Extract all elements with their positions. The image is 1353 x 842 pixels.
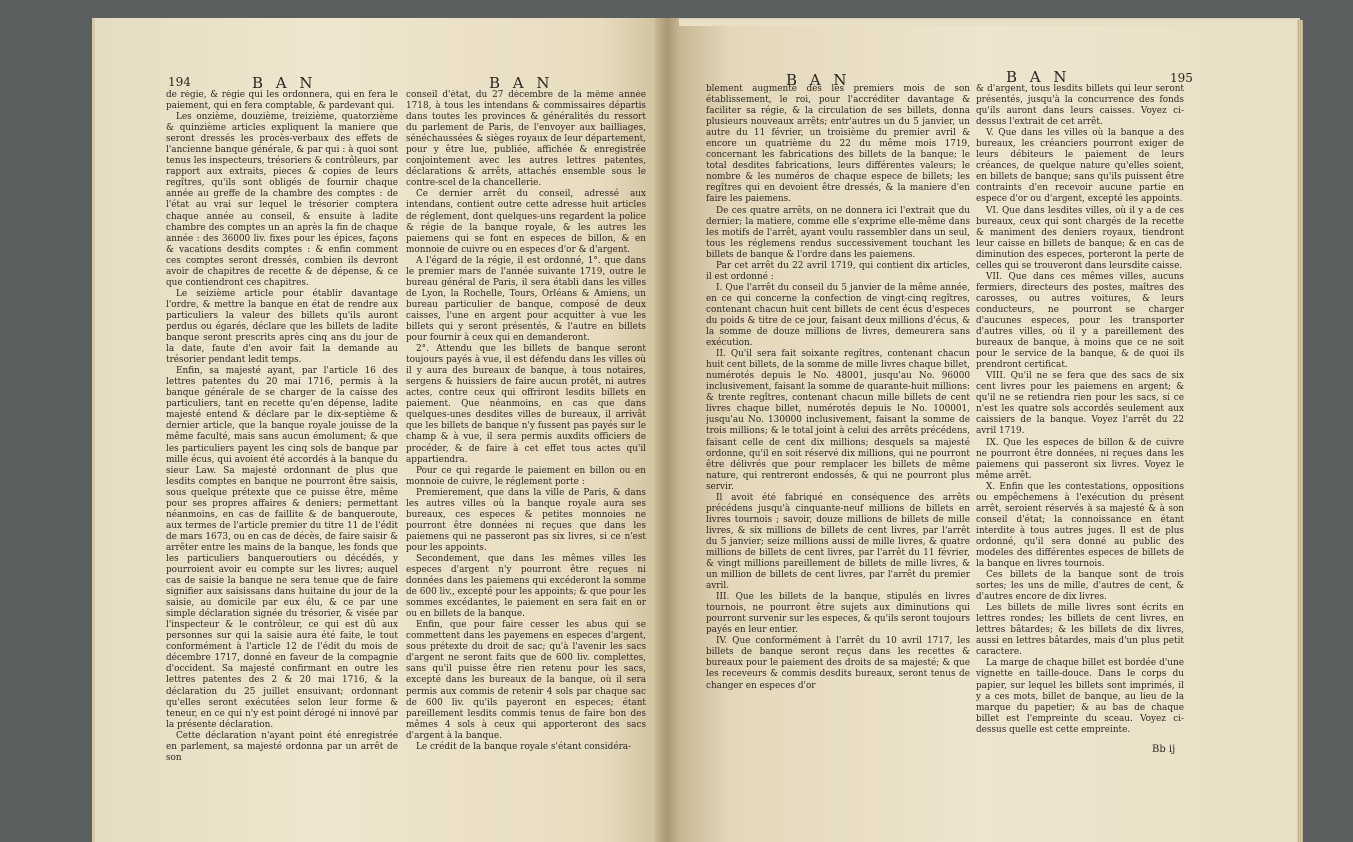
paragraph: Les billets de mille livres sont écrits en lettres rondes; les billets de cent livres, en lettres bâtardes; & les billets de dix livres, aussi en lettres bâtardes, mais d'un plus petit caractere.	[976, 603, 1184, 658]
page-edges	[1297, 20, 1303, 842]
paragraph: Premierement, que dans la ville de Paris, & dans les autres villes où la banque royale aura ses bureaux, ces especes & petites monnoies ne pourront être données ni reçues que dans les paiemens qui ne passeront pas six livres, si ce n'est pour les appoints.	[406, 487, 646, 553]
paragraph: VIII. Qu'il ne se fera que des sacs de six cent livres pour les paiemens en argent; & qu'il ne se retiendra rien pour les sacs, si ce n'est les quatre sols accordés seulement aux caissiers de la banque. Voyez l'arrêt du 22 avril 1719.	[976, 371, 1184, 437]
paragraph: Secondement, que dans les mêmes villes les especes d'argent n'y pourront être reçues ni données dans les paiemens qui excéderont la somme de 600 liv., excepté pour les appoints; & que pour les sommes excédantes, le paiement en sera fait en or ou en billets de la banque.	[406, 553, 646, 620]
page-number-right: 195	[1170, 71, 1193, 85]
paragraph: Enfin, sa majesté ayant, par l'article 16 des lettres patentes du 20 mai 1716, permis à la banque générale de se charger de la caisse des particuliers, tant en recette qu'en dépense, ladite majesté entend & déclare par le dix-septième & dernier article, que la banque royale jouisse de la même faculté, mais sans aucun émolument; & que les particuliers payent les cinq sols de banque par mille écus, qui avoient été accordés à la banque du sieur Law. Sa majesté ordonnant de plus que lesdits comptes en banque ne pourront être saisis, sous quelque prétexte que ce puisse être, même pour ses propres affaires & deniers; permettant néanmoins, en cas de faillite & de banqueroute, aux termes de l'article premier du titre 11 de l'édit de mars 1673, ou en cas de décès, de faire saisir & arrêter entre les mains de la banque, les fonds que les particuliers banqueroutiers ou décédés, y pourroient avoir eu compte sur les livres; auquel cas de saisie la banque ne sera tenue que de faire signifier aux saisissans dans huitaine du jour de la saisie, au domicile par eux élu, & ce par une simple déclaration signée du trésorier, & visée par l'inspecteur & le contrôleur, ce qui est dû aux personnes sur qui la saisie aura été faite, le tout conformément à l'article 12 de l'édit du mois de décembre 1717, donné en faveur de la compagnie d'occident. Sa majesté confirmant en outre les lettres patentes des 2 & 20 mai 1716, & la déclaration du 25 juillet ensuivant; ordonnant qu'elles seront exécutées selon leur forme & teneur, en ce qui n'y est point dérogé ni innové par la présente déclaration.	[166, 366, 398, 730]
paragraph: Par cet arrêt du 22 avril 1719, qui contient dix articles, il est ordonné :	[706, 260, 970, 282]
paragraph: de régie, & régie qui les ordonnera, qui en fera le paiement, qui en fera comptable, & pardevant qui.	[166, 90, 398, 112]
paragraph: IX. Que les especes de billon & de cuivre ne pourront être données, ni reçues dans les paiemens qui passeront six livres. Voyez le même arrêt.	[976, 437, 1184, 481]
paragraph: Il avoit été fabriqué en conséquence des arrêts précédens jusqu'à cinquante-neuf millions de billets en livres tournois ; savoir, douze millions de billets de mille livres, & six millions de billets de cent livres, par l'arrêt du 5 janvier; seize millions aussi de mille livres, & quatre millions de billets de cent livres, par l'arrêt du 11 février, & vingt millions pareillement de billets de mille livres, & un million de billets de cent livres, par l'arrêt du premier avril.	[706, 492, 970, 592]
paragraph: V. Que dans les villes où la banque a des bureaux, les créanciers pourront exiger de leurs débiteurs le paiement de leurs créances, de quelque nature qu'elles soient, en billets de banque; sans qu'ils puissent être contraints d'en recevoir aucune partie en espece d'or ou d'argent, excepté les appoints.	[976, 128, 1184, 205]
headword-right-col1: B A N	[786, 71, 851, 89]
paragraph: Enfin, que pour faire cesser les abus qui se commettent dans les payemens en especes d'argent, sous prétexte du droit de sac; qu'à l'avenir les sacs d'argent ne seront faits que de 600 liv. complettes, sans qu'il puisse être rien retenu pour les sacs, excepté dans les bureaux de la banque, où il sera permis aux commis de retenir 4 sols par chaque sac de 600 liv. qu'ils payeront en especes; étant pareillement lesdits commis tenus de faire bon des mêmes 4 sols à ceux qui apporteront des sacs d'argent à la banque.	[406, 620, 646, 741]
paragraph: III. Que les billets de la banque, stipulés en livres tournois, ne pourront être sujets aux diminutions qui pourront survenir sur les especes, & qu'ils seront toujours payés en leur entier.	[706, 592, 970, 636]
paragraph: Cette déclaration n'ayant point été enregistrée en parlement, sa majesté ordonna par un arrêt de son	[166, 730, 398, 763]
paragraph: VII. Que dans ces mêmes villes, aucuns fermiers, directeurs des postes, maîtres des carosses, ou autres voitures, & leurs conducteurs, ne pourront se charger d'aucunes especes, pour les transporter d'autres villes, où il y a pareillement des bureaux de banque, à moins que ce ne soit pour le service de la banque, & de quoi ils prendront certificat.	[976, 271, 1184, 371]
right-page-column-1	[706, 84, 970, 789]
paragraph: Les onzième, douzième, treizième, quatorzième & quinzième articles expliquent la maniere que seront dressés les procès-verbaux des effets de l'ancienne banque générale, & par qui : à quoi sont tenus les inspecteurs, trésoriers & contrôleurs, par rapport aux extraits, pieces & copies de leurs regîtres, qu'ils sont obligés de fournir chaque année au greffe de la chambre des comptes : de l'état au vrai sur lequel le trésorier comptera chaque année au conseil, & ensuite à ladite chambre des comptes un an après la fin de chaque année : des 36000 liv. fixes pour les épices, façons & vacations desdits comptes : & enfin comment ces comptes seront dressés, combien ils devront avoir de chapitres de recette & de dépense, & ce que contiendront ces chapitres.	[166, 112, 398, 288]
paragraph: Le crédit de la banque royale s'étant considéra-	[416, 741, 632, 752]
paragraph: A l'égard de la régie, il est ordonné, 1°. que dans le premier mars de l'année suivante 1719, outre le bureau général de Paris, il sera établi dans les villes de Lyon, la Rochelle, Tours, Orléans & Amiens, un bureau particulier de banque, composé de deux caisses, l'une en argent pour acquitter à vue les billets qui y seront présentés, & l'autre en billets pour fournir à ceux qui en demanderont.	[406, 255, 646, 344]
right-page-column-2	[976, 84, 1184, 734]
page-number-left: 194	[168, 75, 191, 89]
headword-left-col1: B A N	[252, 74, 317, 92]
paragraph: Pour ce qui regarde le paiement en billon ou en monnoie de cuivre, le réglement porte :	[406, 465, 646, 487]
paragraph: La marge de chaque billet est bordée d'une vignette en taille-douce. Dans le corps du papier, sur lequel les billets sont imprimés, il y a ces mots, billet de banque, au lieu de la marque du papetier; & au bas de chaque billet est l'empreinte du sceau. Voyez ci-dessus quelle est cette empreinte.	[976, 658, 1184, 734]
left-page-column-2	[406, 90, 646, 825]
paragraph: conseil d'état, du 27 décembre de la même année 1718, à tous les intendans & commissaires départis dans toutes les provinces & généralités du ressort du parlement de Paris, de l'envoyer aux bailliages, sénéchaussées & sièges royaux de leur département, pour y être lue, publiée, affichée & enregistrée conjointement avec les autres lettres patentes, déclarations & arrêts, attachés ensemble sous le contre-scel de la chancellerie.	[406, 90, 646, 189]
paragraph: I. Que l'arrêt du conseil du 5 janvier de la même année, en ce qui concerne la confection de vingt-cinq regîtres, contenant chacun huit cent billets de cent écus d'especes du poids & titre de ce jour, faisant deux millions d'écus, & la somme de douze millions de livres, demeurera sans exécution.	[706, 282, 970, 349]
headword-left-col2: B A N	[489, 74, 554, 92]
paragraph: VI. Que dans lesdites villes, où il y a de ces bureaux, ceux qui sont chargés de la recette & maniment des deniers royaux, tiendront leur caisse en billets de banque; & en cas de diminution des especes, porteront la perte de celles qui se trouveront dans leursdite caisse.	[976, 205, 1184, 271]
headword-right-col2: B A N	[1006, 68, 1071, 86]
paragraph: Le seizième article pour établir davantage l'ordre, & mettre la banque en état de rendre aux particuliers la valeur des billets qu'ils auront perdus ou égarés, déclare que les billets de ladite banque seront prescrits après cinq ans du jour de la date, faute d'en avoir fait la demande au trésorier pendant ledit temps.	[166, 288, 398, 366]
paragraph: X. Enfin que les contestations, oppositions ou empêchemens à l'exécution du présent arrêt, seroient réservés à sa majesté & à son conseil d'état; la connoissance en étant interdite à tous autres juges. Il est de plus ordonné, qu'il sera donné au public des modeles des différentes especes de billets de la banque en livres tournois.	[976, 481, 1184, 570]
left-page-column-1	[166, 90, 398, 825]
signature-mark: Bb ij	[1152, 744, 1176, 755]
paragraph: Ces billets de la banque sont de trois sortes; les uns de mille, d'autres de cent, & d'autres encore de dix livres.	[976, 570, 1184, 603]
paragraph: II. Qu'il sera fait soixante regîtres, contenant chacun huit cent billets, de la somme de mille livres chaque billet, numérotés depuis le No. 48001, jusqu'au No. 96000 inclusivement, faisant la somme de quarante-huit millions: & trente regîtres, contenant chacun mille billets de cent livres chaque billet, numérotés depuis le No. 100001, jusqu'au No. 130000 inclusivement, faisant la somme de trois millions; & le total joint à celui des arrêts précédens, faisant celle de cent dix millions; desquels sa majesté ordonne, qu'il en soit réservé dix millions, qui ne pourront être délivrés que pour remplacer les billets de même nature, qui rentreront endossés, & qui ne pourront plus servir.	[706, 349, 970, 492]
paragraph: 2°. Attendu que les billets de banque seront toujours payés à vue, il est défendu dans les villes où il y aura des bureaux de banque, à tous notaires, sergens & huissiers de faire aucun protêt, ni autres actes, contre ceux qui offriront lesdits billets en paiement. Que néanmoins, en cas que dans quelques-unes desdites villes de bureaux, il arrivât que les billets de banque n'y fussent pas payés sur le champ & à vue, il sera permis auxdits officiers de procéder, & de faire à cet effet tous actes qu'il appartiendra.	[406, 344, 646, 465]
paragraph: Ce dernier arrêt du conseil, adressé aux intendans, contient outre cette adresse huit articles de réglement, dont quelques-uns regardent la police & régie de la banque royale, & les autres les paiemens qui se font en especes de billon, & en monnoie de cuivre ou en especes d'or & d'argent.	[406, 189, 646, 255]
paragraph: blement augmenté dès les premiers mois de son établissement, le roi, pour l'accréditer davantage & faciliter sa régie, & la circulation de ses billets, donna plusieurs nouveaux arrêts; entr'autres un du 5 janvier, un autre du 11 février, un troisième du premier avril & encore un quatrième du 22 du même mois 1719, concernant les fabrications des billets de la banque; le total desdites fabrications, leurs différentes valeurs; le nombre & les numéros de chaque espece de billets; les regîtres qui en devoient être dressés, & la maniere d'en faire les paiemens.	[706, 84, 970, 205]
paragraph: IV. Que conformément à l'arrêt du 10 avril 1717, les billets de banque seront reçus dans les recettes & bureaux pour le paiement des droits de sa majesté; & que les receveurs & commis desdits bureaux, seront tenus de changer en especes d'or	[706, 636, 970, 691]
book-gutter	[655, 18, 679, 842]
paragraph: & d'argent, tous lesdits billets qui leur seront présentés, jusqu'à la concurrence des fonds qu'ils auront dans leurs caisses. Voyez ci-dessus l'extrait de cet arrêt.	[976, 84, 1184, 128]
paragraph: De ces quatre arrêts, on ne donnera ici l'extrait que du dernier; la matiere, comme elle s'exprime elle-même dans les motifs de l'arrêt, ayant voulu rassembler dans un seul, tous les réglemens rendus successivement touchant les billets de banque & l'ordre dans les paiemens.	[706, 205, 970, 260]
